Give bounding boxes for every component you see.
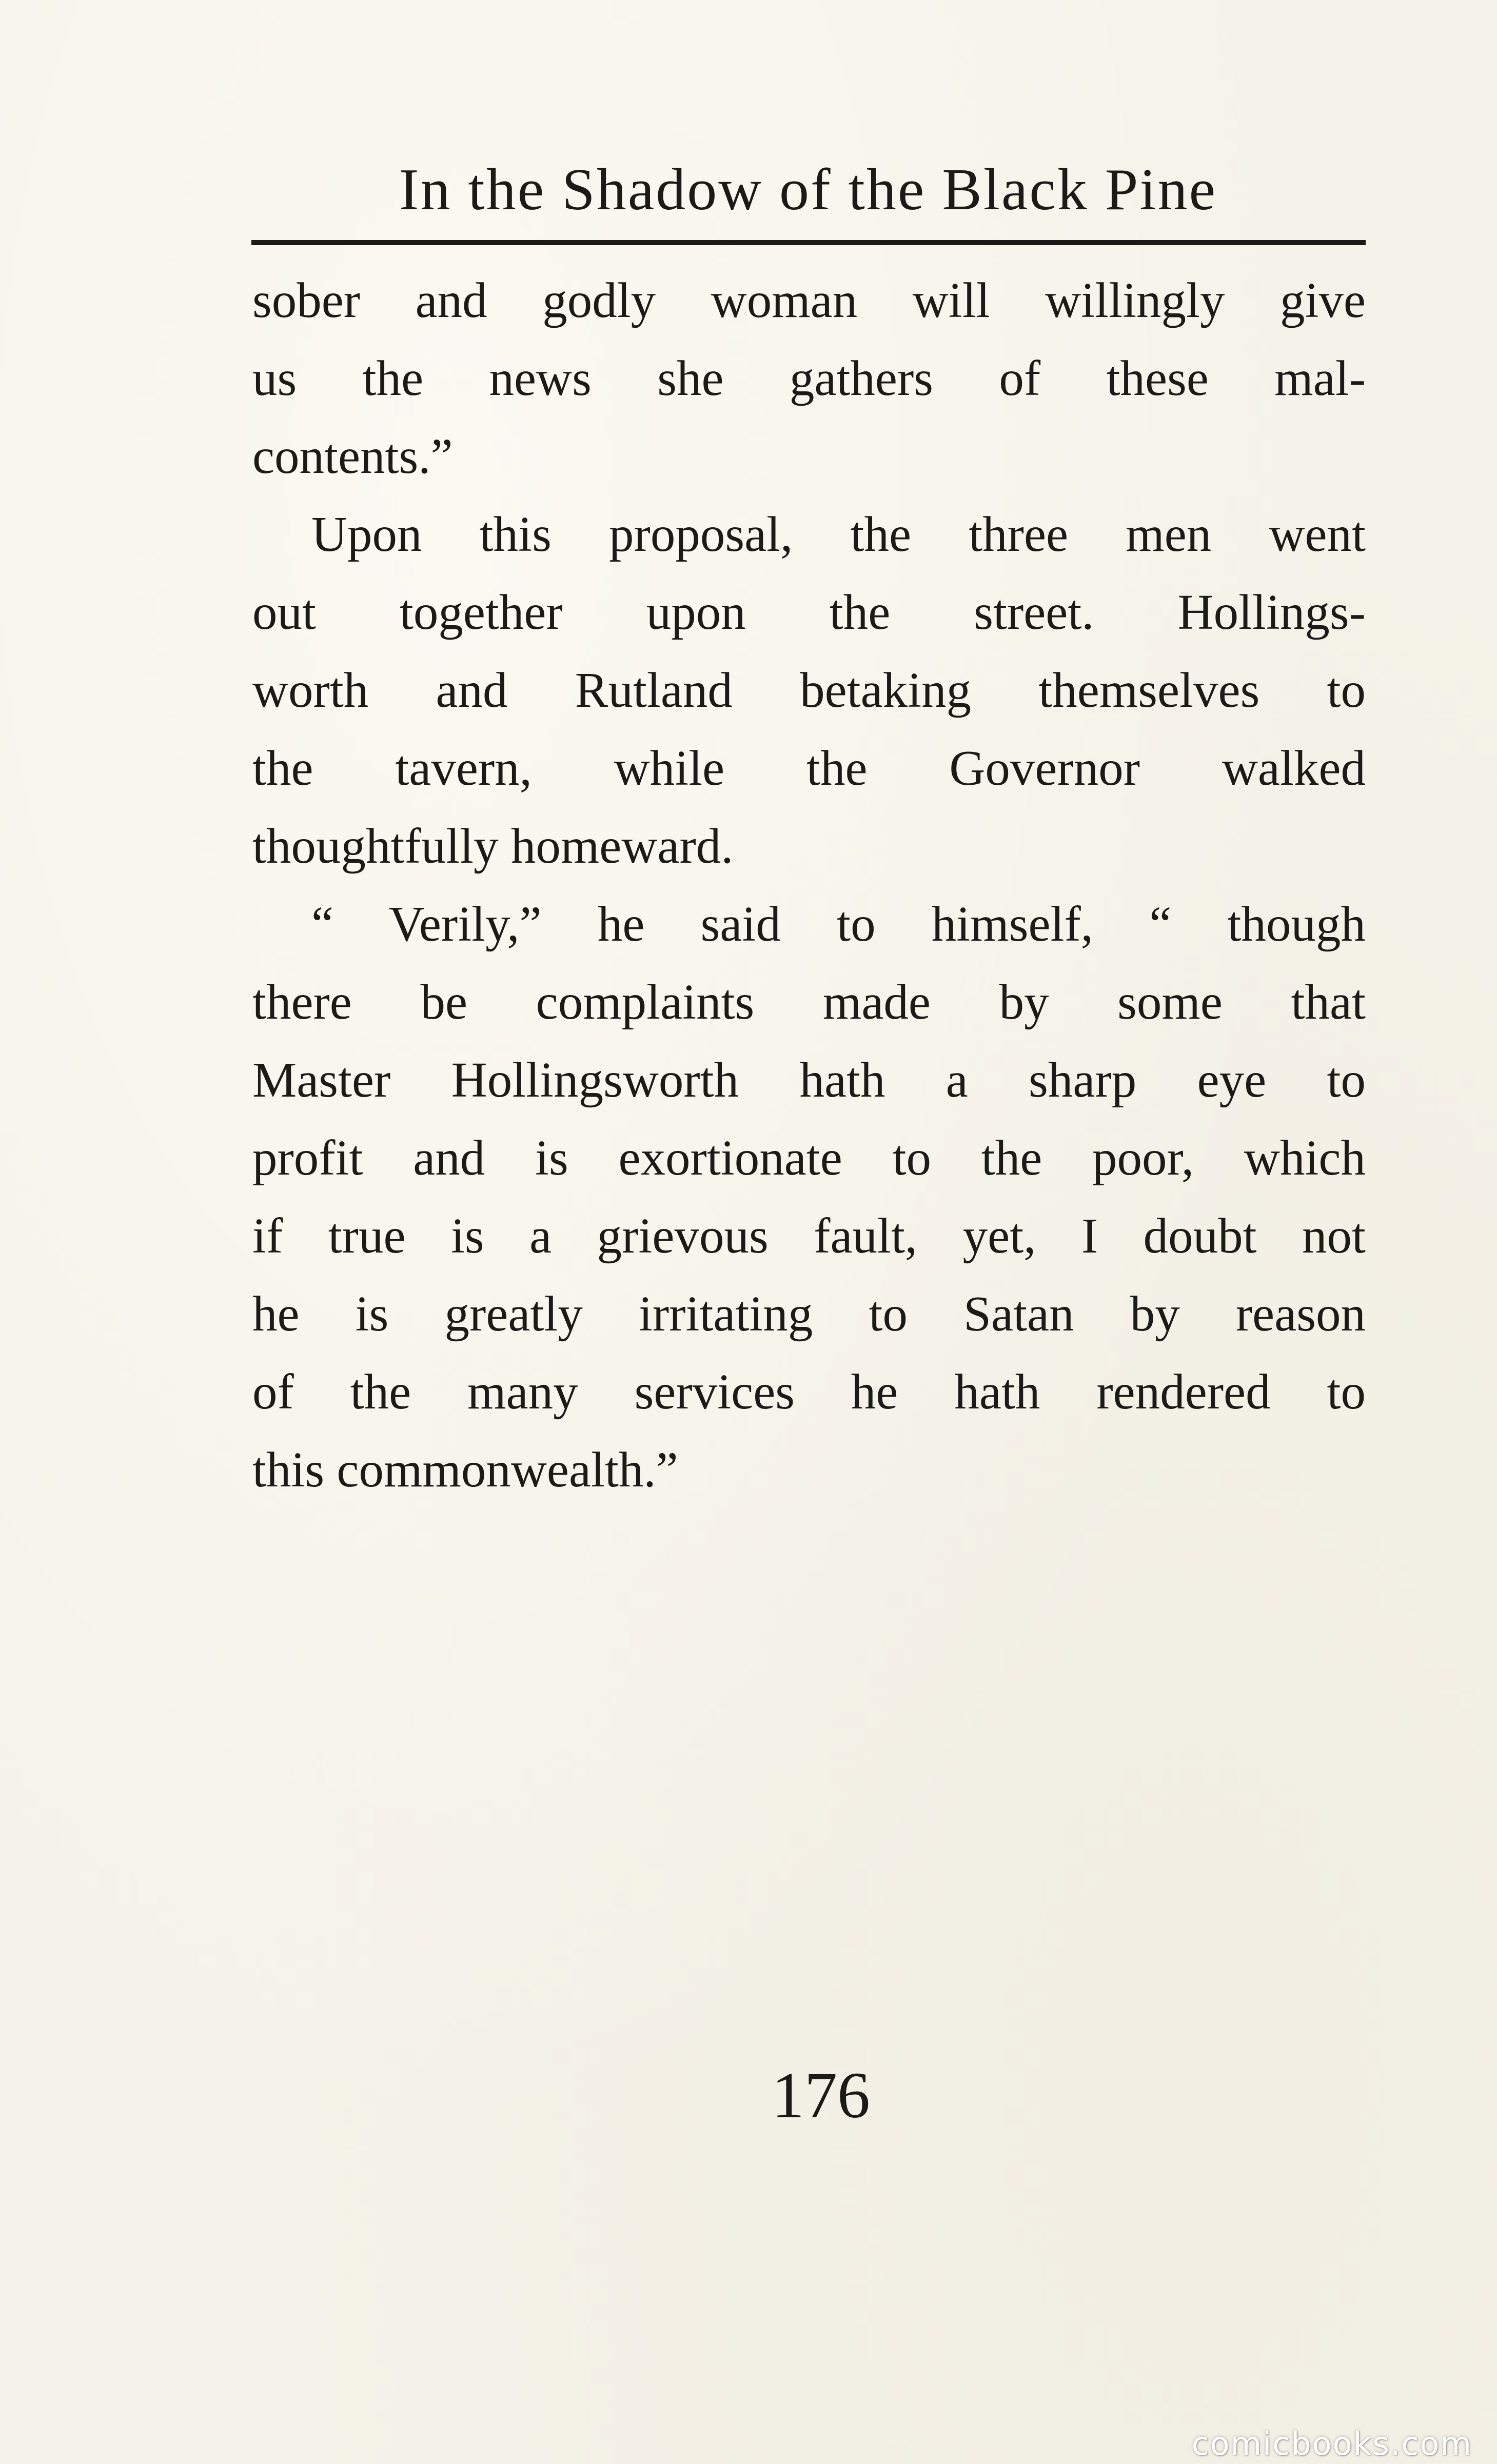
watermark: comicbooks.com — [1191, 2425, 1472, 2462]
text-line: there be complaints made by some that — [252, 975, 1366, 1029]
page-number: 176 — [772, 2059, 870, 2132]
text-line: “ Verily,” he said to himself, “ though — [311, 897, 1366, 951]
text-line: sober and godly woman will willingly give — [252, 273, 1366, 328]
text-line: us the news she gathers of these mal- — [252, 351, 1366, 406]
text-line: thoughtfully homeward. — [252, 819, 734, 873]
text-line: profit and is exortionate to the poor, which — [252, 1130, 1366, 1185]
text-line: this commonwealth.” — [252, 1442, 678, 1497]
text-line: worth and Rutland betaking themselves to — [252, 663, 1366, 718]
text-line: of the many services he hath rendered to — [252, 1364, 1366, 1419]
text-line: out together upon the street. Hollings- — [252, 585, 1366, 640]
text-line: Upon this proposal, the three men went — [311, 507, 1366, 562]
text-line: contents.” — [252, 429, 453, 484]
text-line: he is greatly irritating to Satan by reason — [252, 1286, 1366, 1341]
text-line: Master Hollingsworth hath a sharp eye to — [252, 1052, 1366, 1107]
body-text — [252, 262, 1366, 1509]
text-line: if true is a grievous fault, yet, I doubt not — [252, 1208, 1366, 1263]
header-rule — [251, 240, 1366, 245]
running-head: In the Shadow of the Black Pine — [399, 157, 1217, 223]
text-line: the tavern, while the Governor walked — [252, 741, 1366, 796]
